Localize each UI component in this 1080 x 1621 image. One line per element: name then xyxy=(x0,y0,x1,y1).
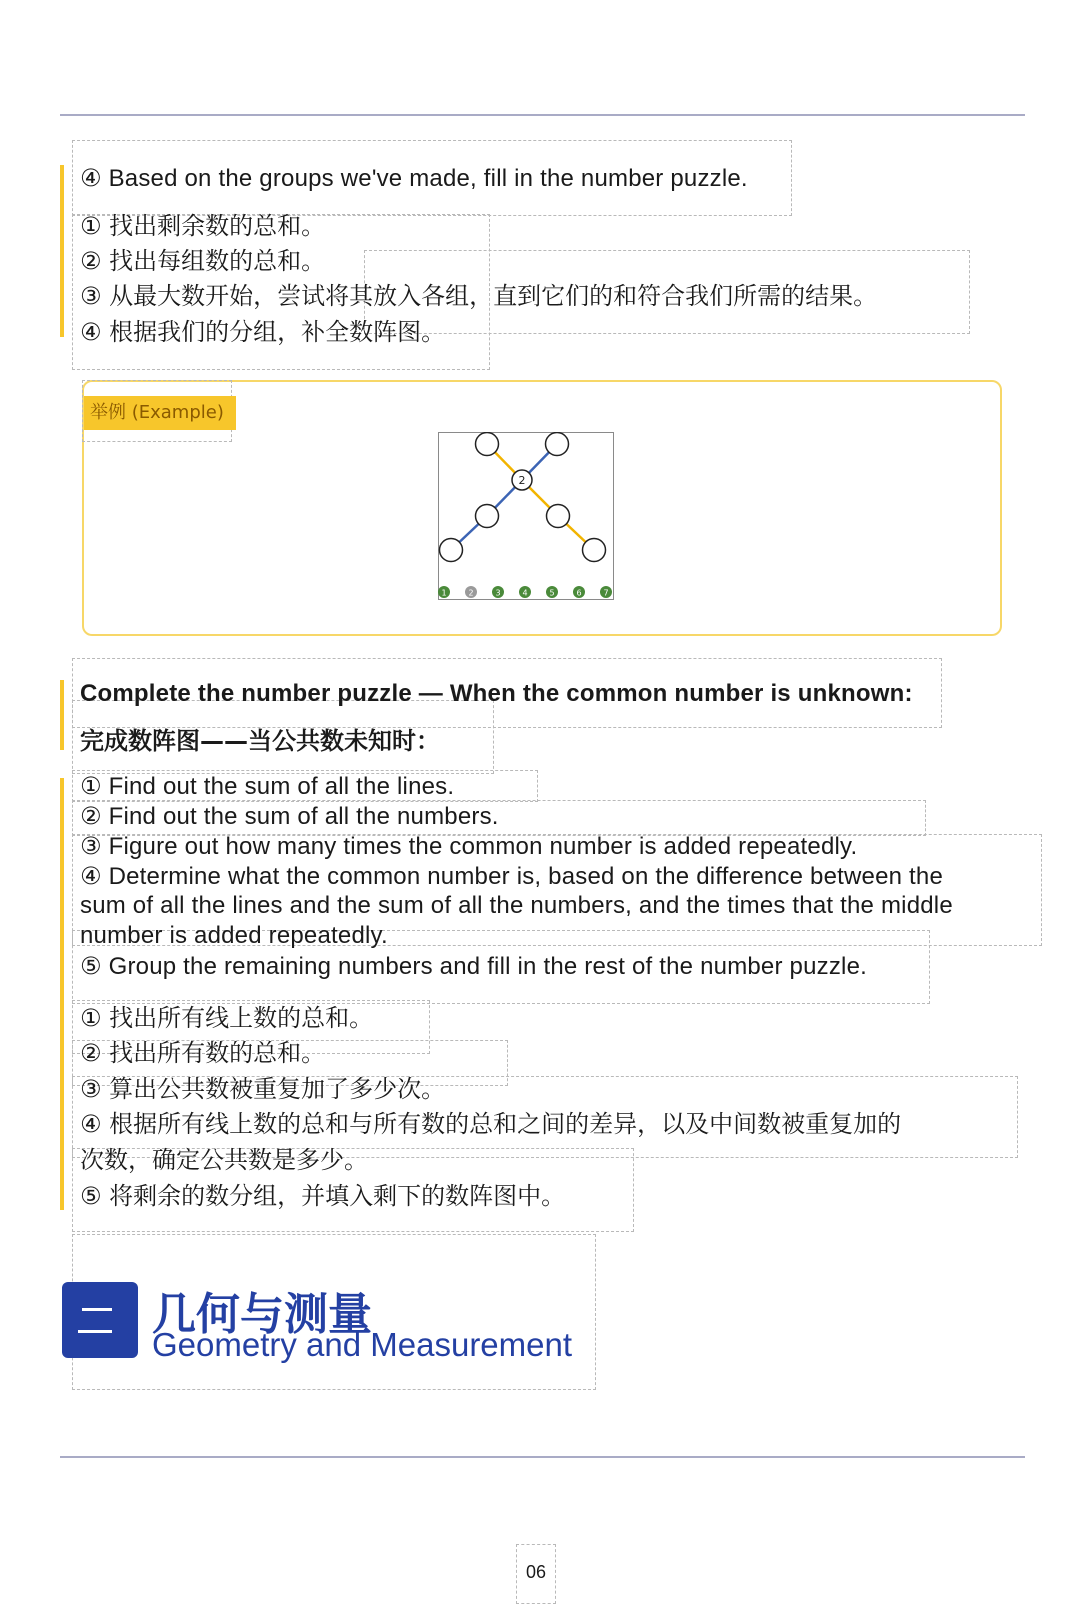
step-en-5: ⑤ Group the remaining numbers and fill in the rest of the number puzzle. xyxy=(80,953,867,980)
step-zh-s2-4a: ④ 根据所有线上数的总和与所有数的总和之间的差异，以及中间数被重复加的 xyxy=(80,1110,902,1138)
left-accent-bar xyxy=(60,165,64,337)
page-number: 06 xyxy=(525,1562,547,1582)
number-puzzle-diagram xyxy=(438,432,614,600)
step-en-4c: number is added repeatedly. xyxy=(80,922,388,949)
chapter-badge xyxy=(62,1282,138,1358)
number-token-label: 7 xyxy=(603,588,609,598)
number-token-label: 1 xyxy=(441,588,447,598)
step-zh-4: ④ 根据我们的分组，补全数阵图。 xyxy=(80,318,446,346)
step-en-3: ③ Figure out how many times the common number is added repeatedly. xyxy=(80,833,858,860)
step-en-1: ① Find out the sum of all the lines. xyxy=(80,773,455,800)
step-zh-s2-4b: 次数，确定公共数是多少。 xyxy=(80,1146,368,1174)
step-zh-s2-2: ② 找出所有数的总和。 xyxy=(80,1039,326,1067)
badge-stroke-bottom xyxy=(78,1330,112,1333)
number-token-label: 3 xyxy=(495,588,501,598)
center-value: 2 xyxy=(518,474,526,487)
step-heading-en: ④ Based on the groups we've made, fill in the number puzzle. xyxy=(80,165,748,192)
step-zh-2: ② 找出每组数的总和。 xyxy=(80,247,326,275)
step-en-2: ② Find out the sum of all the numbers. xyxy=(80,803,499,830)
number-token-label: 6 xyxy=(576,588,582,598)
chapter-title-zh: 几何与测量 xyxy=(152,1289,372,1340)
puzzle-circle xyxy=(583,539,606,562)
step-en-4a: ④ Determine what the common number is, based on the difference between the xyxy=(80,863,944,890)
bottom-rule xyxy=(60,1456,1025,1458)
diagram-frame xyxy=(439,433,614,600)
puzzle-circle xyxy=(476,433,499,456)
puzzle-circle xyxy=(546,433,569,456)
step-en-4b: sum of all the lines and the sum of all the numbers, and the times that the middle xyxy=(80,892,953,919)
top-rule xyxy=(60,114,1025,116)
section-title-zh: 完成数阵图——当公共数未知时： xyxy=(80,727,440,755)
step-zh-s2-1: ① 找出所有线上数的总和。 xyxy=(80,1004,374,1032)
chapter-title-en: Geometry and Measurement xyxy=(152,1326,573,1363)
puzzle-circle xyxy=(476,505,499,528)
example-tag: 举例 (Example) xyxy=(84,396,236,430)
section-title-en: Complete the number puzzle — When the common number is unknown: xyxy=(80,680,913,707)
step-zh-1: ① 找出剩余数的总和。 xyxy=(80,212,326,240)
badge-stroke-top xyxy=(82,1308,112,1311)
number-token-label: 4 xyxy=(522,588,528,598)
puzzle-circle xyxy=(440,539,463,562)
step-zh-s2-3: ③ 算出公共数被重复加了多少次。 xyxy=(80,1075,446,1103)
number-token-label: 2 xyxy=(468,588,474,598)
number-token-label: 5 xyxy=(549,588,555,598)
step-zh-3: ③ 从最大数开始，尝试将其放入各组，直到它们的和符合我们所需的结果。 xyxy=(80,282,878,310)
step-zh-s2-5: ⑤ 将剩余的数分组，并填入剩下的数阵图中。 xyxy=(80,1182,566,1210)
left-accent-bar xyxy=(60,680,64,750)
left-accent-bar xyxy=(60,778,64,1210)
puzzle-circle xyxy=(547,505,570,528)
